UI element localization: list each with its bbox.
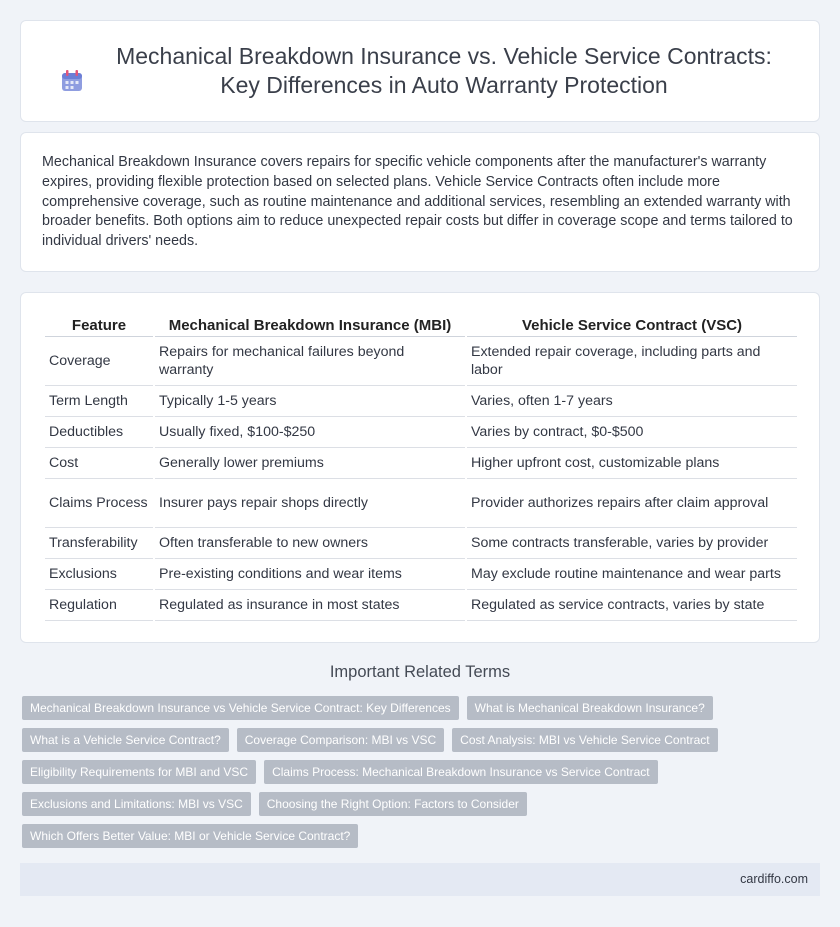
related-term-tag[interactable]: Which Offers Better Value: MBI or Vehicle Service Contract? [22, 824, 358, 848]
row-feature: Coverage [45, 337, 153, 386]
related-term-tag[interactable]: What is Mechanical Breakdown Insurance? [467, 696, 713, 720]
row-feature: Regulation [45, 590, 153, 621]
related-term-tag[interactable]: Cost Analysis: MBI vs Vehicle Service Contract [452, 728, 717, 752]
related-term-tag[interactable]: Eligibility Requirements for MBI and VSC [22, 760, 256, 784]
row-mbi-value: Regulated as insurance in most states [155, 590, 465, 621]
title-card [20, 20, 820, 122]
row-mbi-value: Typically 1-5 years [155, 386, 465, 417]
row-feature: Deductibles [45, 417, 153, 448]
table-row [45, 590, 797, 621]
footer-site-link[interactable]: cardiffo.com [740, 872, 808, 886]
related-term-tag[interactable]: What is a Vehicle Service Contract? [22, 728, 229, 752]
row-vsc-value: Varies by contract, $0-$500 [467, 417, 797, 448]
footer [20, 863, 820, 896]
table-row [45, 386, 797, 417]
calendar-icon [59, 68, 85, 94]
row-feature: Transferability [45, 528, 153, 559]
table-header-row [45, 307, 797, 337]
row-vsc-value: Provider authorizes repairs after claim approval [467, 479, 797, 528]
related-term-tag[interactable]: Choosing the Right Option: Factors to Consider [259, 792, 527, 816]
row-feature: Term Length [45, 386, 153, 417]
table-row [45, 528, 797, 559]
column-header-feature: Feature [45, 307, 153, 337]
comparison-table-card [20, 292, 820, 643]
related-term-tag[interactable]: Claims Process: Mechanical Breakdown Insurance vs Service Contract [264, 760, 657, 784]
row-feature: Cost [45, 448, 153, 479]
column-header-vsc: Vehicle Service Contract (VSC) [467, 307, 797, 337]
related-term-tag[interactable]: Mechanical Breakdown Insurance vs Vehicle Service Contract: Key Differences [22, 696, 459, 720]
table-row [45, 417, 797, 448]
related-terms-heading: Important Related Terms [329, 663, 511, 681]
row-mbi-value: Often transferable to new owners [155, 528, 465, 559]
row-mbi-value: Insurer pays repair shops directly [155, 479, 465, 528]
row-vsc-value: Some contracts transferable, varies by provider [467, 528, 797, 559]
page-title: Mechanical Breakdown Insurance vs. Vehicle Service Contracts: Key Differences in Auto Warranty Protection [116, 43, 772, 98]
row-vsc-value: Varies, often 1-7 years [467, 386, 797, 417]
column-header-mbi: Mechanical Breakdown Insurance (MBI) [155, 307, 465, 337]
comparison-table [43, 307, 799, 621]
row-mbi-value: Pre-existing conditions and wear items [155, 559, 465, 590]
related-term-tag[interactable]: Exclusions and Limitations: MBI vs VSC [22, 792, 251, 816]
row-feature: Exclusions [45, 559, 153, 590]
table-row [45, 559, 797, 590]
row-vsc-value: Regulated as service contracts, varies by state [467, 590, 797, 621]
row-feature: Claims Process [45, 479, 153, 528]
table-row [45, 337, 797, 386]
row-mbi-value: Repairs for mechanical failures beyond warranty [155, 337, 465, 386]
row-vsc-value: Higher upfront cost, customizable plans [467, 448, 797, 479]
table-row [45, 448, 797, 479]
row-mbi-value: Usually fixed, $100-$250 [155, 417, 465, 448]
row-vsc-value: May exclude routine maintenance and wear parts [467, 559, 797, 590]
row-vsc-value: Extended repair coverage, including parts and labor [467, 337, 797, 386]
row-mbi-value: Generally lower premiums [155, 448, 465, 479]
summary-card [20, 132, 820, 272]
summary-text: Mechanical Breakdown Insurance covers repairs for specific vehicle components after the manufacturer's warranty expires, providing flexible protection based on selected plans. Vehicle Service Contracts often include more comprehensive coverage, such as routine maintenance and additional services, resembling an extended warranty with broader benefits. Both options aim to reduce unexpected repair costs but differ in coverage scope and terms tailored to individual drivers' needs. [42, 154, 793, 250]
related-term-tag[interactable]: Coverage Comparison: MBI vs VSC [237, 728, 444, 752]
table-row [45, 479, 797, 528]
related-terms-list [22, 696, 802, 848]
